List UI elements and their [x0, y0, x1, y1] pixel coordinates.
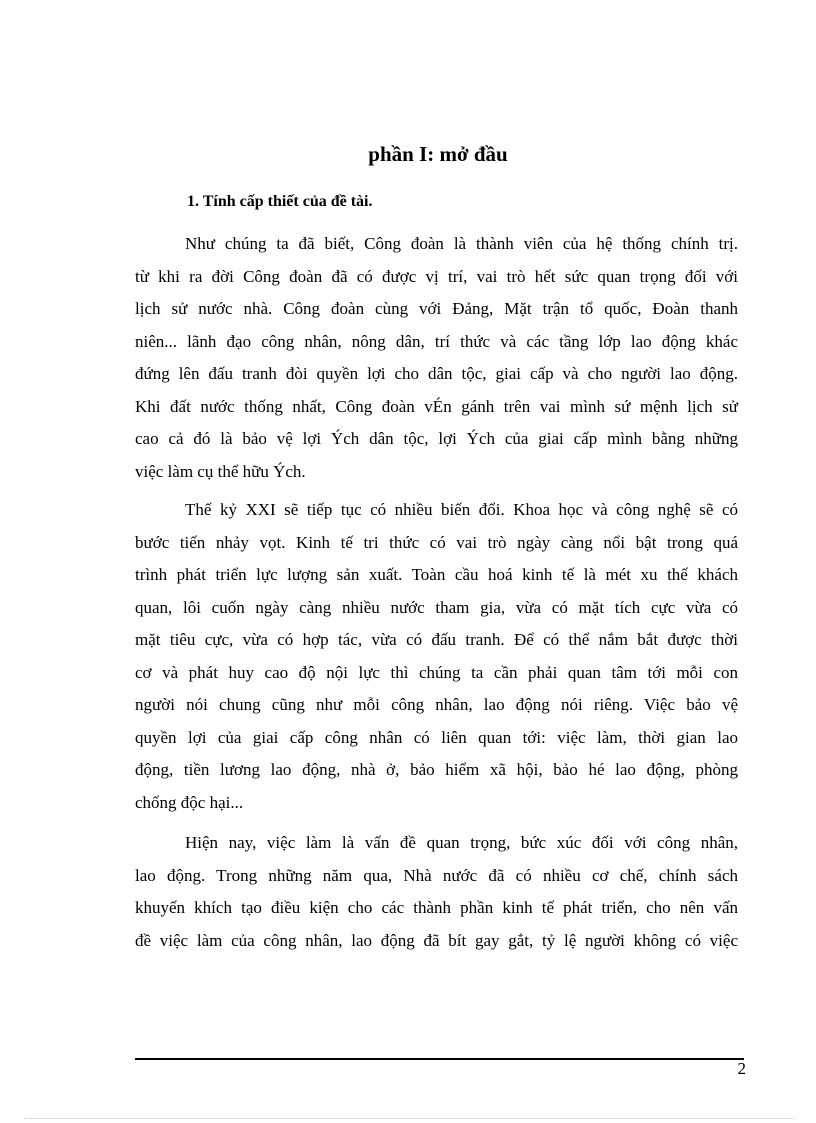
paragraph-line: niên... lãnh đạo công nhân, nông dân, trí thức và các tầng lớp lao động khác	[135, 331, 738, 351]
paragraph-line: bước tiến nhảy vọt. Kinh tế tri thức có vai trò ngày càng nổi bật trong quá	[135, 532, 738, 552]
paragraph-line: Khi đất nước thống nhất, Công đoàn vÉn gánh trên vai mình sứ mệnh lịch sử	[135, 396, 738, 416]
paragraph-3	[135, 827, 738, 957]
paragraph-line: động, tiền lương lao động, nhà ở, bảo hiểm xã hội, bảo hé lao động, phòng	[135, 760, 738, 779]
paragraph-line: người nói chung cũng như mỗi công nhân, lao động nói riêng. Việc bảo vệ	[135, 695, 738, 714]
paragraph-line: từ khi ra đời Công đoàn đã có được vị trí, vai trò hết sức quan trọng đối với	[135, 266, 738, 286]
paragraph-line: Như chúng ta đã biết, Công đoàn là thành viên của hệ thống chính trị.	[185, 234, 738, 253]
paragraph-line: quan, lôi cuốn ngày càng nhiều nước tham gia, vừa có mặt tích cực vừa có	[135, 597, 738, 617]
paragraph-line: cơ và phát huy cao độ nội lực thì chúng ta cần phải quan tâm tới mỗi con	[135, 662, 738, 682]
paragraph-1	[135, 228, 738, 488]
paragraph-2	[135, 494, 738, 819]
page-heading: phần I: mở đầu	[368, 142, 508, 166]
paragraph-line: cao cả đó là bảo vệ lợi Ých dân tộc, lợi Ých của giai cấp mình bằng những	[135, 429, 738, 448]
footer-rule	[135, 1058, 744, 1060]
paragraph-line: lịch sử nước nhà. Công đoàn cùng với Đảng, Mặt trận tổ quốc, Đoàn thanh	[135, 299, 738, 318]
paragraph-line: lao động. Trong những năm qua, Nhà nước đã có nhiều cơ chế, chính sách	[135, 865, 738, 885]
paragraph-line: mặt tiêu cực, vừa có hợp tác, vừa có đấu tranh. Để có thể nắm bắt được thời	[135, 630, 738, 649]
page-bottom-edge	[24, 1118, 794, 1119]
paragraph-line: chống độc hại...	[135, 792, 244, 812]
paragraph-line: Thế kỷ XXI sẽ tiếp tục có nhiều biến đổi. Khoa học và công nghệ sẽ có	[185, 500, 738, 519]
paragraph-line: khuyến khích tạo điều kiện cho các thành phần kinh tế phát triển, cho nên vấn	[135, 898, 738, 917]
paragraph-line: việc làm cụ thể hữu Ých.	[135, 461, 306, 481]
paragraph-line: đề việc làm của công nhân, lao động đã bít gay gắt, tỷ lệ người không có việc	[135, 930, 738, 950]
paragraph-line: quyền lợi của giai cấp công nhân có liên quan tới: việc làm, thời gian lao	[135, 727, 738, 747]
paragraph-line: trình phát triển lực lượng sản xuất. Toàn cầu hoá kinh tế là mét xu thế khách	[135, 565, 738, 584]
paragraph-line: Hiện nay, việc làm là vấn đề quan trọng, bức xúc đối với công nhân,	[185, 833, 738, 852]
section-title: 1. Tính cấp thiết của đề tài.	[187, 193, 373, 210]
page-number: 2	[737, 1059, 746, 1078]
paragraph-line: đứng lên đấu tranh đòi quyền lợi cho dân tộc, giai cấp và cho người lao động.	[135, 364, 738, 383]
